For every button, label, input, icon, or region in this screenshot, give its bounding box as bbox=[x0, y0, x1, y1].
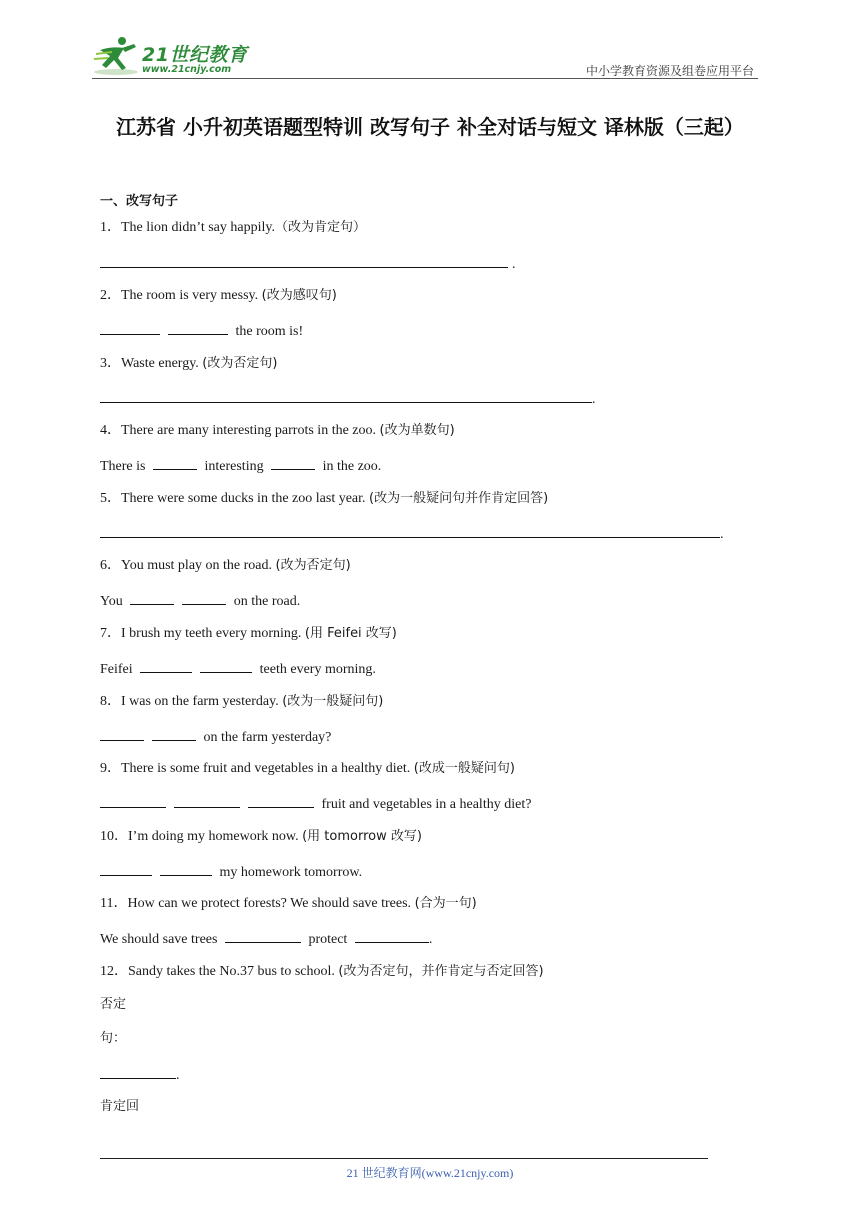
question-2 bbox=[100, 286, 337, 306]
answer-5 bbox=[100, 523, 724, 545]
page-title: 江苏省 小升初英语题型特训 改写句子 补全对话与短文 译林版（三起） bbox=[116, 115, 744, 139]
answer-blank[interactable] bbox=[100, 320, 160, 335]
question-text: Waste energy. bbox=[121, 356, 203, 371]
question-12 bbox=[100, 962, 544, 982]
question-text: There were some ducks in the zoo last year. bbox=[121, 491, 370, 506]
answer-text: interesting bbox=[204, 459, 264, 474]
answer-8 bbox=[100, 726, 331, 748]
question-number: 9． bbox=[100, 761, 121, 776]
answer-text: on the road. bbox=[233, 594, 301, 609]
logo bbox=[92, 34, 262, 78]
question-number: 7． bbox=[100, 626, 121, 641]
question-5 bbox=[100, 489, 548, 509]
answer-text: my homework tomorrow. bbox=[219, 865, 363, 880]
answer-9 bbox=[100, 793, 531, 815]
negative-label-line2: 句： bbox=[100, 1031, 127, 1046]
answer-text: . bbox=[176, 1068, 180, 1083]
answer-text: There is bbox=[100, 459, 146, 474]
question-7 bbox=[100, 624, 397, 644]
question-number: 10． bbox=[100, 829, 128, 844]
question-instruction: (改为否定句) bbox=[202, 356, 278, 371]
answer-blank[interactable] bbox=[182, 590, 226, 605]
answer-blank[interactable] bbox=[100, 388, 592, 403]
question-1 bbox=[100, 218, 366, 238]
answer-blank[interactable] bbox=[130, 590, 174, 605]
answer-text: . bbox=[720, 527, 724, 542]
answer-blank[interactable] bbox=[152, 726, 196, 741]
answer-blank[interactable] bbox=[271, 455, 315, 470]
answer-text: protect bbox=[308, 932, 348, 947]
question-number: 8． bbox=[100, 694, 121, 709]
answer-blank[interactable] bbox=[100, 253, 508, 268]
question-10 bbox=[100, 827, 422, 847]
question-3 bbox=[100, 354, 277, 374]
answer-text: teeth every morning. bbox=[259, 662, 376, 677]
answer-blank[interactable] bbox=[100, 793, 166, 808]
answer-text: You bbox=[100, 594, 123, 609]
question-instruction: (改为否定句，并作肯定与否定回答) bbox=[338, 964, 544, 979]
answer-3 bbox=[100, 388, 596, 410]
answer-text: on the farm yesterday? bbox=[203, 730, 332, 745]
question-9 bbox=[100, 759, 515, 779]
answer-blank[interactable] bbox=[160, 861, 212, 876]
answer-blank[interactable] bbox=[168, 320, 228, 335]
answer-1 bbox=[100, 253, 516, 275]
platform-label: 中小学教育资源及组卷应用平台 bbox=[585, 64, 754, 78]
page-header bbox=[92, 30, 758, 80]
answer-4 bbox=[100, 455, 381, 477]
question-instruction: (合为一句) bbox=[414, 896, 477, 911]
answer-blank[interactable] bbox=[174, 793, 240, 808]
question-6 bbox=[100, 556, 351, 576]
question-text: You must play on the road. bbox=[121, 558, 276, 573]
question-number: 3． bbox=[100, 356, 121, 371]
question-number: 11． bbox=[100, 896, 128, 911]
question-text: Sandy takes the No.37 bus to school. bbox=[128, 964, 339, 979]
answer-2 bbox=[100, 320, 303, 342]
footer-link[interactable]: 21 世纪教育网(www.21cnjy.com) bbox=[346, 1166, 514, 1180]
answer-blank[interactable] bbox=[100, 523, 720, 538]
answer-blank[interactable] bbox=[100, 861, 152, 876]
answer-text: in the zoo. bbox=[322, 459, 382, 474]
question-number: 4． bbox=[100, 423, 121, 438]
question-instruction: (改为否定句) bbox=[275, 558, 351, 573]
question-number: 5． bbox=[100, 491, 121, 506]
answer-blank[interactable] bbox=[225, 928, 301, 943]
positive-label: 肯定回 bbox=[100, 1099, 140, 1114]
question-number: 2． bbox=[100, 288, 121, 303]
question-number: 6． bbox=[100, 558, 121, 573]
negative-label-line1: 否定 bbox=[100, 997, 127, 1012]
question-number: 12． bbox=[100, 964, 128, 979]
question-4 bbox=[100, 421, 455, 441]
answer-6 bbox=[100, 590, 300, 612]
header-divider bbox=[92, 78, 758, 79]
answer-blank[interactable] bbox=[100, 1064, 176, 1079]
question-number: 1． bbox=[100, 220, 121, 235]
answer-text: . bbox=[512, 257, 516, 272]
footer-divider bbox=[100, 1158, 708, 1159]
answer-text: . bbox=[592, 392, 596, 407]
answer-10 bbox=[100, 861, 362, 883]
answer-7 bbox=[100, 658, 376, 680]
answer-11 bbox=[100, 928, 432, 950]
question-8 bbox=[100, 692, 383, 712]
answer-blank[interactable] bbox=[248, 793, 314, 808]
question-instruction: (改为单数句) bbox=[379, 423, 455, 438]
question-instruction: (改为感叹句) bbox=[261, 288, 337, 303]
logo-url: www.21cnjy.com bbox=[142, 64, 232, 75]
question-text: I brush my teeth every morning. bbox=[121, 626, 305, 641]
question-instruction: (用 Feifei 改写) bbox=[304, 626, 397, 641]
answer-text: We should save trees bbox=[100, 932, 218, 947]
answer-blank[interactable] bbox=[200, 658, 252, 673]
answer-12 bbox=[100, 1064, 180, 1086]
question-11 bbox=[100, 894, 477, 914]
question-text: The room is very messy. bbox=[121, 288, 262, 303]
answer-blank[interactable] bbox=[355, 928, 429, 943]
question-instruction: (改成一般疑问句) bbox=[413, 761, 515, 776]
section-heading: 一、改写句子 bbox=[100, 194, 179, 209]
answer-text: . bbox=[428, 932, 433, 947]
question-text: How can we protect forests? We should save trees. bbox=[127, 896, 415, 911]
answer-text: Feifei bbox=[100, 662, 133, 677]
question-instruction: （改为肯定句） bbox=[274, 220, 366, 235]
answer-blank[interactable] bbox=[153, 455, 197, 470]
question-text: I was on the farm yesterday. bbox=[121, 694, 283, 709]
answer-text: the room is! bbox=[235, 324, 304, 339]
answer-blank[interactable] bbox=[140, 658, 192, 673]
question-instruction: (改为一般疑问句) bbox=[282, 694, 384, 709]
answer-text: fruit and vegetables in a healthy diet? bbox=[321, 797, 532, 812]
question-text: There are many interesting parrots in the zoo. bbox=[121, 423, 380, 438]
question-instruction: (用 tomorrow 改写) bbox=[302, 829, 422, 844]
question-text: There is some fruit and vegetables in a healthy diet. bbox=[121, 761, 414, 776]
question-instruction: (改为一般疑问句并作肯定回答) bbox=[369, 491, 549, 506]
question-text: I’m doing my homework now. bbox=[128, 829, 303, 844]
answer-blank[interactable] bbox=[100, 726, 144, 741]
logo-wordmark: 21世纪教育 bbox=[142, 44, 248, 66]
question-text: The lion didn’t say happily. bbox=[121, 220, 275, 235]
